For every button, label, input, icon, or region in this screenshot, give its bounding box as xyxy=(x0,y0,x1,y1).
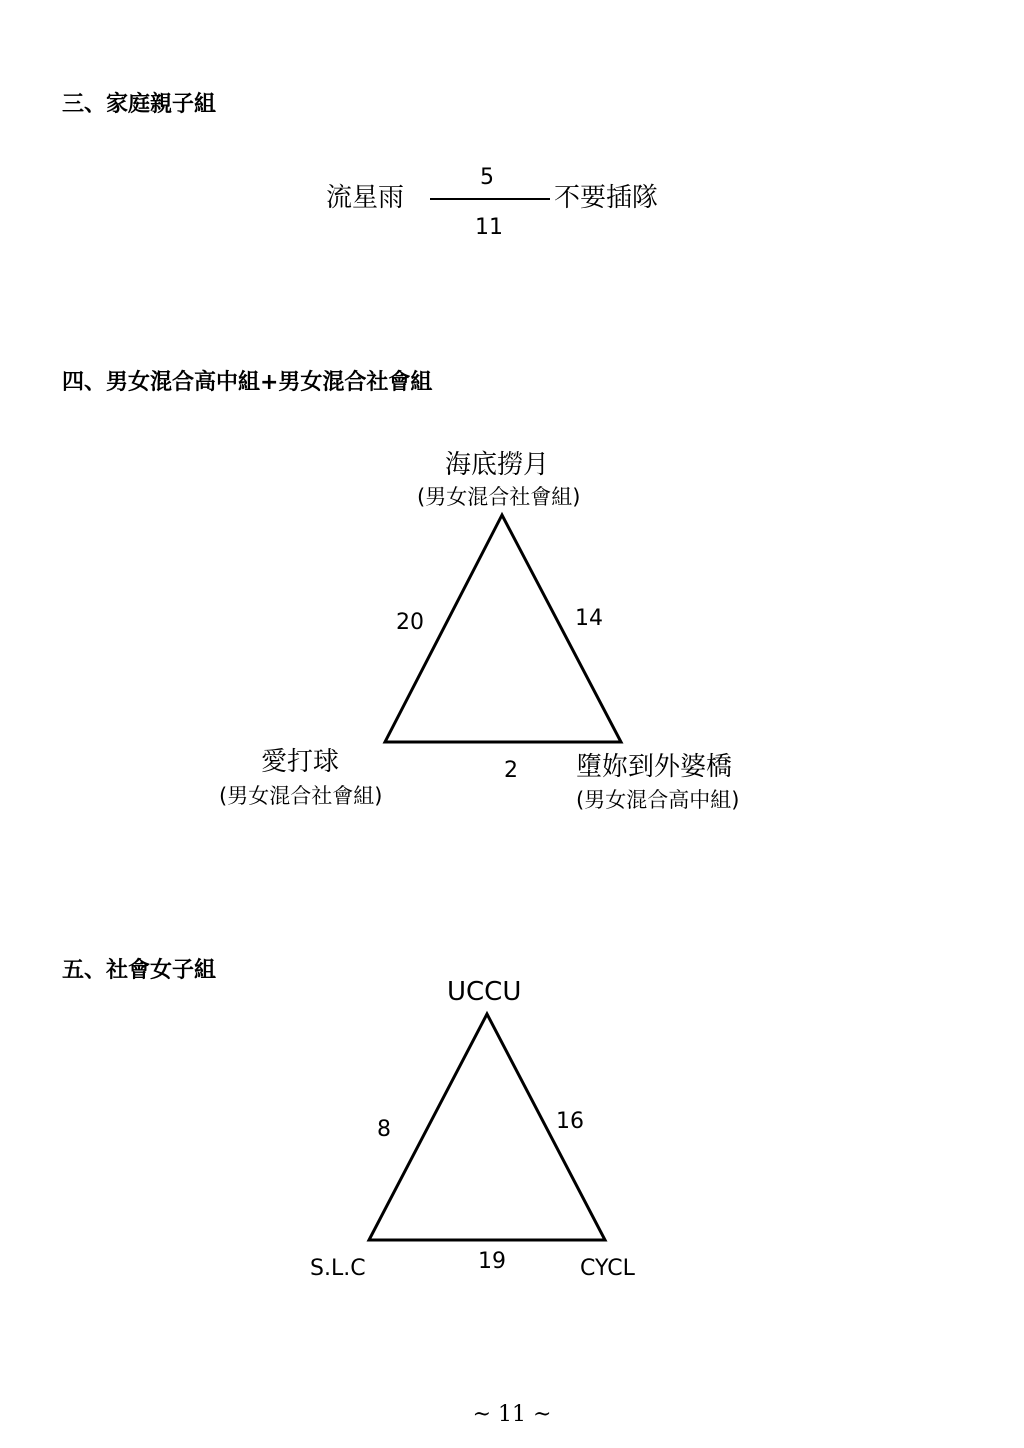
section4-score-bottom: 2 xyxy=(504,758,518,783)
section4-right-division: (男女混合高中組) xyxy=(576,788,740,812)
section3-score-bottom: 11 xyxy=(475,215,503,240)
section3-heading: 三、家庭親子組 xyxy=(62,92,217,117)
section5-heading: 五、社會女子組 xyxy=(62,958,217,983)
section4-right-team: 墮妳到外婆橋 xyxy=(576,752,733,782)
section4-top-division: (男女混合社會組) xyxy=(417,485,581,509)
section5-left-team: S.L.C xyxy=(310,1256,366,1281)
page-number: ~ 11 ~ xyxy=(472,1402,552,1427)
section4-score-right: 14 xyxy=(575,606,603,631)
section3-score-top: 5 xyxy=(480,165,494,190)
section3-team-right: 不要插隊 xyxy=(554,183,659,213)
section4-left-division: (男女混合社會組) xyxy=(219,784,383,808)
section5-score-left: 8 xyxy=(377,1117,391,1142)
section4-top-team: 海底撈月 xyxy=(445,450,550,480)
section4-left-team: 愛打球 xyxy=(261,747,340,777)
section4-score-left: 20 xyxy=(396,610,424,635)
section5-score-bottom: 19 xyxy=(478,1249,506,1274)
section5-top-team: UCCU xyxy=(447,977,522,1007)
section4-heading: 四、男女混合高中組+男女混合社會組 xyxy=(62,370,433,395)
section5-score-right: 16 xyxy=(556,1109,584,1134)
section3-team-left: 流星雨 xyxy=(326,183,405,213)
section5-right-team: CYCL xyxy=(580,1256,635,1281)
